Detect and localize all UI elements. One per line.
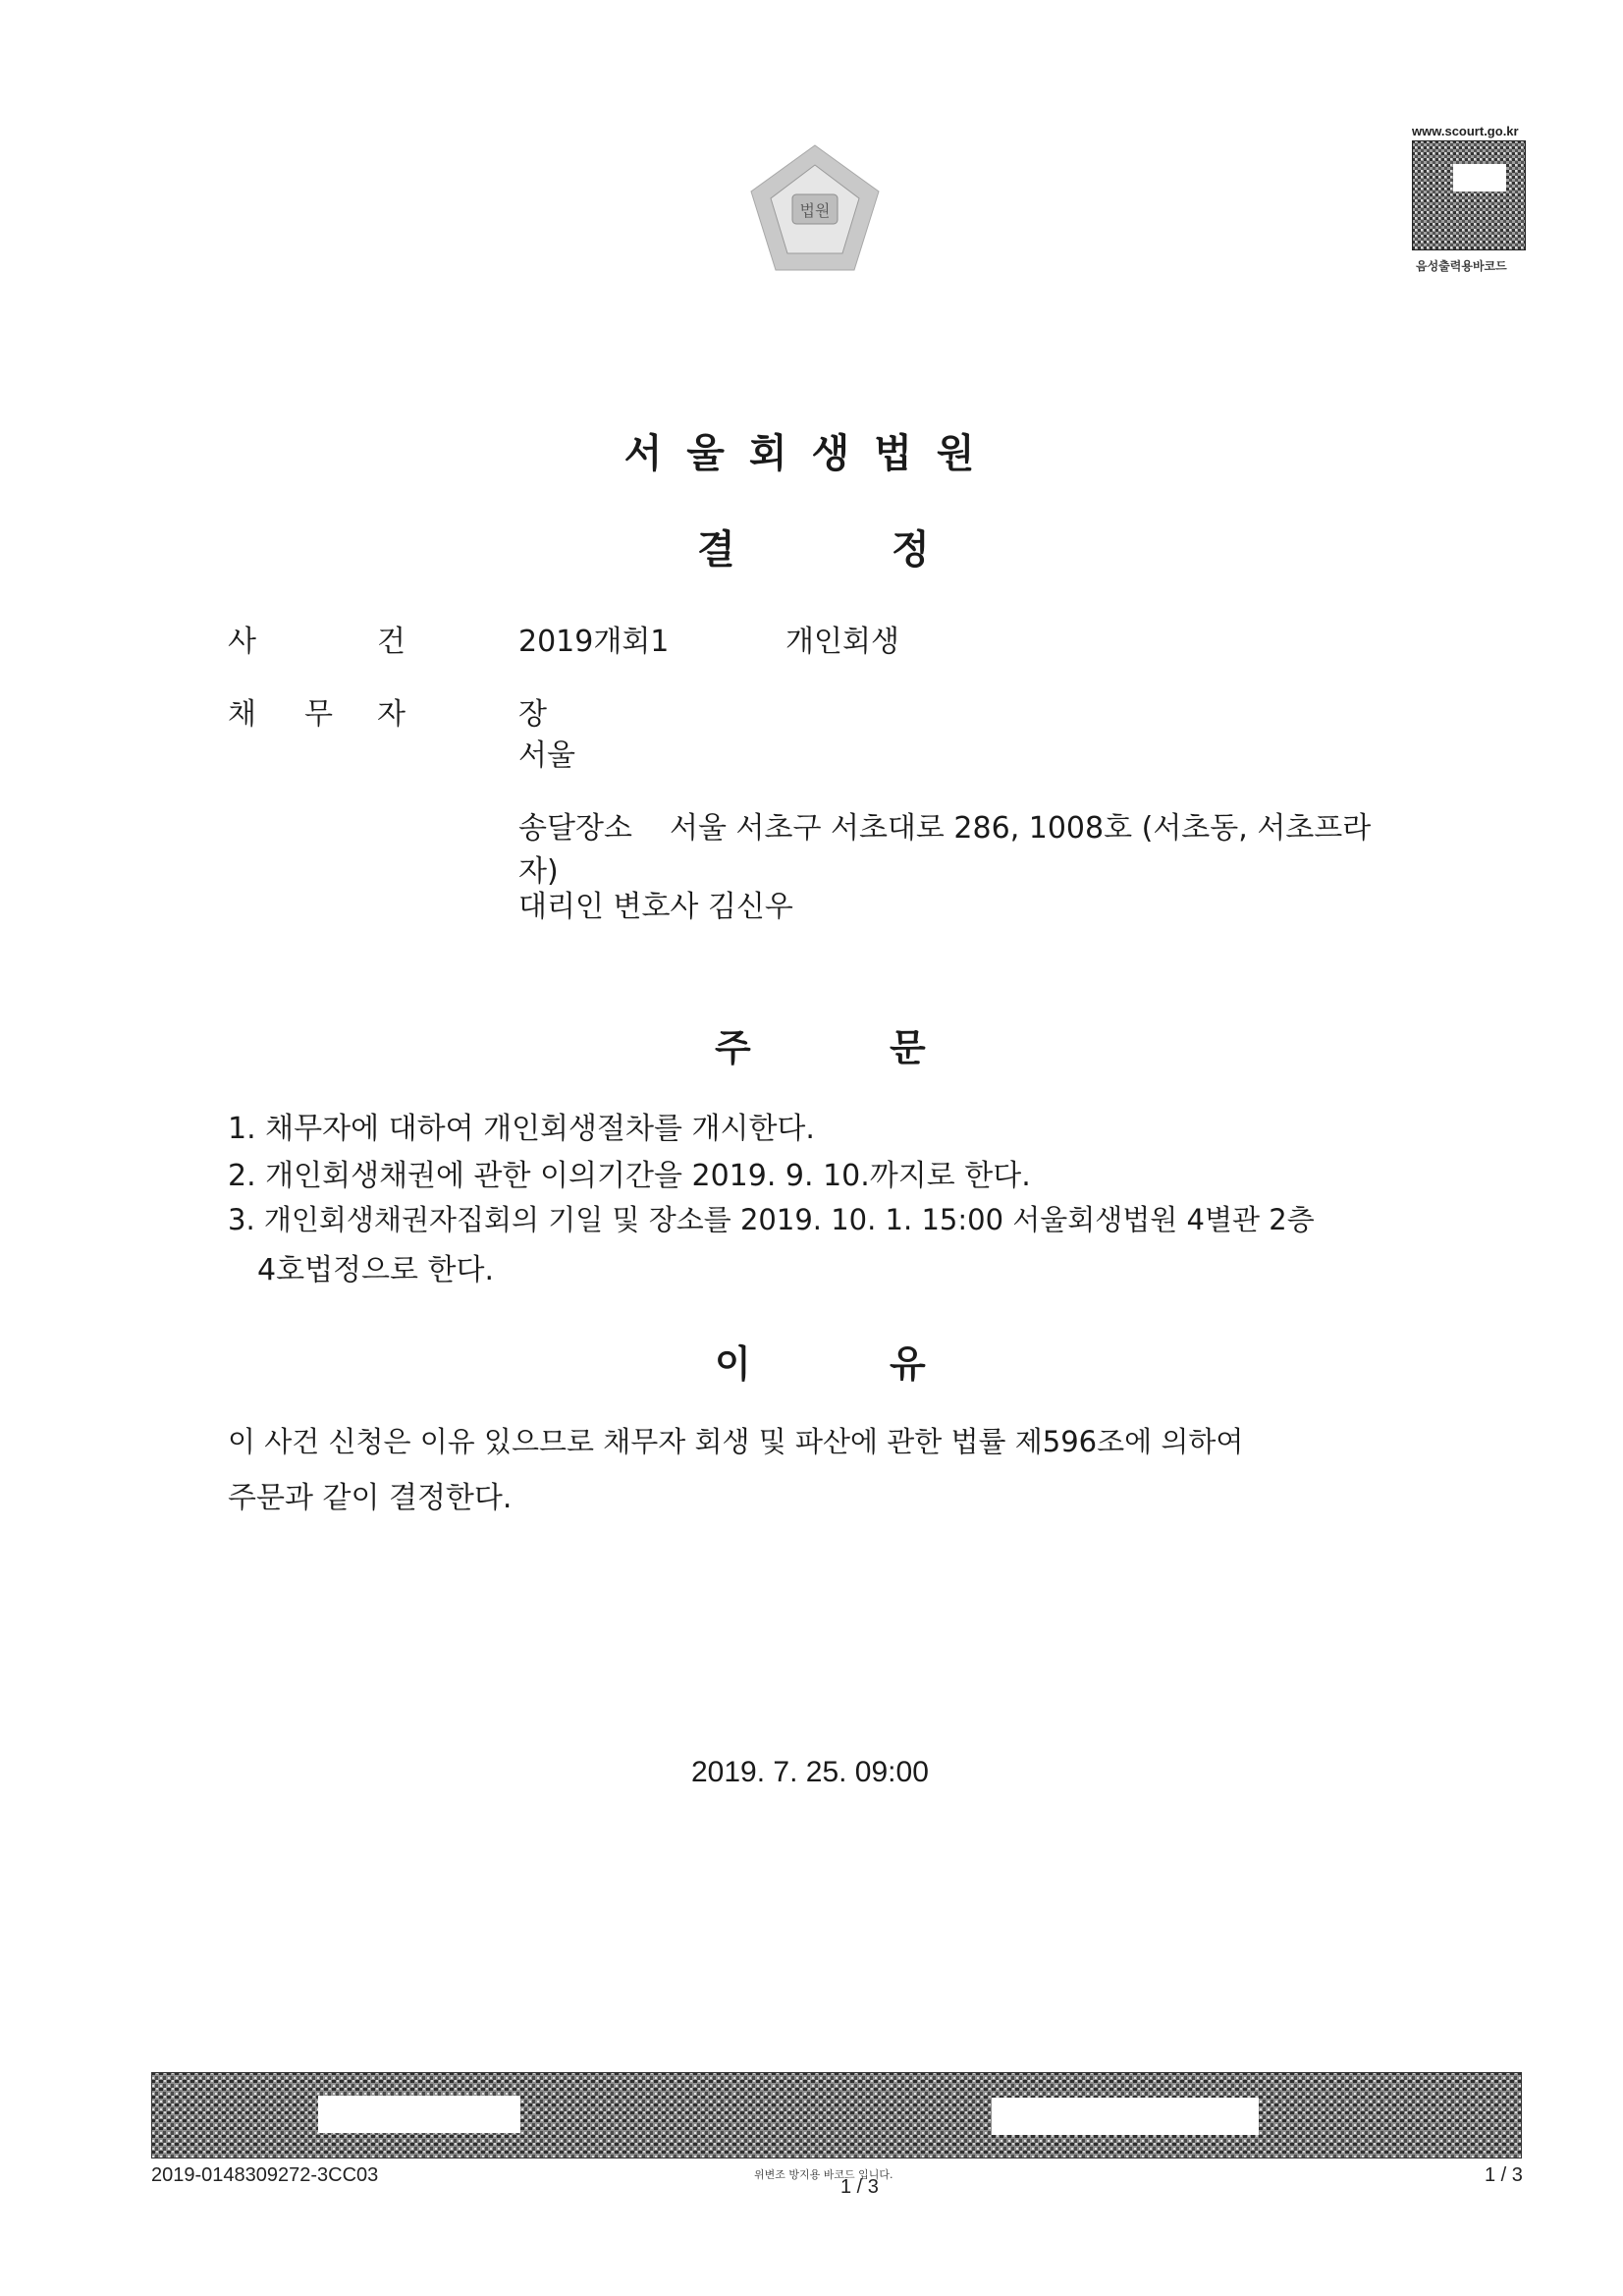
court-seal-icon	[741, 137, 889, 285]
court-url: www.scourt.go.kr	[1412, 124, 1519, 138]
barcode-label: 음성출력용바코드	[1416, 259, 1507, 273]
debtor-label-1: 채	[228, 697, 256, 732]
anti-forgery-barcode-icon	[151, 2072, 1522, 2159]
debtor-label-3: 자	[377, 697, 406, 732]
order-heading-2: 문	[890, 1026, 926, 1069]
delivery-address-line2: 자)	[518, 854, 559, 889]
order-item-3-cont: 4호법정으로 한다.	[257, 1253, 495, 1287]
order-item-2: 2. 개인회생채권에 관한 이의기간을 2019. 9. 10.까지로 한다.	[228, 1159, 1031, 1193]
page-number-right: 1 / 3	[1485, 2164, 1523, 2186]
reason-heading-2: 유	[890, 1342, 926, 1386]
seal-text: 법원	[799, 201, 831, 220]
delivery-address-line1: 서울 서초구 서초대로 286, 1008호 (서초동, 서초프라	[670, 811, 1372, 846]
debtor-address: 서울	[518, 738, 575, 773]
order-heading-1: 주	[715, 1026, 751, 1069]
doc-type-part1: 결	[697, 527, 735, 573]
delivery-label: 송달장소	[518, 811, 632, 846]
case-label-2: 건	[377, 625, 406, 659]
barcode-note: 위변조 방지용 바코드 입니다.	[754, 2168, 893, 2181]
reason-line-2: 주문과 같이 결정한다.	[228, 1481, 513, 1515]
debtor-label-2: 무	[304, 697, 333, 732]
court-name: 서울회생법원	[623, 431, 1000, 476]
qr-barcode-icon	[1412, 140, 1526, 250]
case-type: 개인회생	[785, 625, 899, 659]
reason-heading-1: 이	[715, 1342, 751, 1386]
case-label-1: 사	[228, 625, 256, 659]
document-id: 2019-0148309272-3CC03	[151, 2164, 379, 2186]
case-number: 2019개회1	[518, 625, 670, 659]
debtor-name: 장	[518, 697, 547, 732]
order-item-1: 1. 채무자에 대하여 개인회생절차를 개시한다.	[228, 1112, 815, 1146]
decision-date: 2019. 7. 25. 09:00	[691, 1756, 929, 1788]
page-number-center: 1 / 3	[840, 2176, 879, 2198]
reason-line-1: 이 사건 신청은 이유 있으므로 채무자 회생 및 파산에 관한 법률 제596조에 의하여	[228, 1425, 1244, 1458]
order-item-3: 3. 개인회생채권자집회의 기일 및 장소를 2019. 10. 1. 15:00 서울회생법원 4별관 2층	[228, 1203, 1315, 1236]
doc-type-part2: 정	[892, 527, 930, 573]
agent: 대리인 변호사 김신우	[518, 890, 793, 924]
